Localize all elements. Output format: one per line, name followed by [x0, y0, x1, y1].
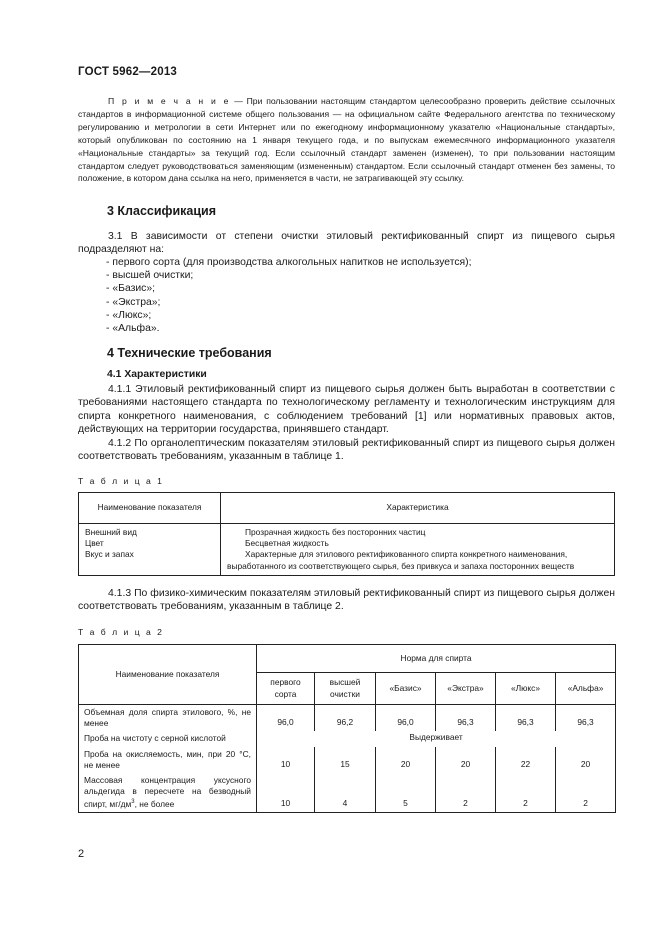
table-2-cell: 20 [436, 747, 496, 773]
table-2 [78, 644, 616, 813]
table-1-values-cell [221, 524, 615, 576]
paragraph-4-1-2-text: 4.1.2 По органолептическим показателям этиловый ректификованный спирт из пищевого сырья должен соответствовать требованиям, указанным в таблице 1. [78, 437, 615, 463]
subsection-4-1-title: 4.1 Характеристики [107, 369, 207, 380]
paragraph-4-1-1-text: 4.1.1 Этиловый ректификованный спирт из пищевого сырья должен быть выработан в соответствии с требованиями настоящего стандарта по технологическому регламенту и технологическим инструкциям для спирта конкретного наименования, с соблюдением требований [1] или нормативных правовых актов, действующих на территории государства, принявшего стандарт. [78, 384, 615, 436]
table-2-col-header: «Люкс» [496, 673, 556, 705]
list-item: - «Экстра»; [106, 296, 161, 308]
table-2-row-name: Объемная доля спирта этилового, %, не менее [79, 705, 257, 732]
table-row [79, 747, 616, 773]
table-1-value: Характерные для этилового ректификованного спирта конкретного наименования, выработанного из соответствующего сырья, без привкуса и запаха посторонних веществ [227, 549, 575, 571]
list-item: - «Базис»; [106, 283, 156, 295]
table-2-header-group: Норма для спирта [257, 645, 616, 673]
row-name-superscript: 3 [131, 799, 135, 806]
list-item: - первого сорта (для производства алкогольных напитков не используется); [106, 257, 472, 268]
row-name-text: Массовая концентрация уксусного альдегида в пересчете на безводный спирт, мг/дм [84, 775, 251, 810]
paragraph-4-1-3 [78, 587, 615, 614]
table-2-cell: 5 [376, 773, 436, 813]
table-2-cell: 96,3 [496, 705, 556, 732]
section-3-title: 3 Классификация [107, 204, 217, 218]
list-item: - «Альфа». [106, 323, 160, 335]
table-2-col-header: высшей очистки [315, 673, 376, 705]
row-name-suffix: , не более [134, 799, 175, 810]
table-2-cell: 96,0 [376, 705, 436, 732]
list-item: - «Люкс»; [106, 309, 152, 321]
table-2-cell: 20 [556, 747, 616, 773]
table-2-caption: Т а б л и ц а 2 [78, 627, 164, 637]
paragraph-4-1-1 [78, 383, 615, 463]
list-item: - высшей очистки; [106, 270, 194, 282]
table-1-name: Вкус и запах [85, 549, 134, 560]
table-1-value: Прозрачная жидкость без посторонних частиц [245, 527, 426, 537]
classification-list [106, 256, 472, 335]
page-header: ГОСТ 5962—2013 [78, 66, 178, 78]
table-2-col-header: «Базис» [376, 673, 436, 705]
table-2-row-name: Проба на окисляемость, мин, при 20 °С, не менее [79, 747, 257, 773]
section-4-title: 4 Технические требования [107, 346, 272, 360]
table-row [79, 705, 616, 732]
table-1-name: Цвет [85, 538, 104, 549]
table-2-cell: 4 [315, 773, 376, 813]
table-1 [78, 492, 615, 576]
table-2-col-header: «Экстра» [436, 673, 496, 705]
table-1-value: Бесцветная жидкость [245, 538, 329, 549]
table-2-cell: 2 [556, 773, 616, 813]
table-2-col-header: первого сорта [257, 673, 315, 705]
table-2-cell: 96,3 [436, 705, 496, 732]
table-row [79, 731, 616, 746]
table-2-cell: 20 [376, 747, 436, 773]
table-2-cell: 22 [496, 747, 556, 773]
table-2-col-header: «Альфа» [556, 673, 616, 705]
table-2-cell: 96,3 [556, 705, 616, 732]
note-label: П р и м е ч а н и е [108, 96, 231, 106]
table-1-name: Внешний вид [85, 527, 137, 537]
table-1-header-name: Наименование показателя [79, 493, 221, 524]
table-1-names-cell [79, 524, 221, 576]
table-1-header-characteristic: Характеристика [221, 493, 615, 524]
table-2-cell: 2 [496, 773, 556, 813]
page-number: 2 [78, 848, 85, 860]
table-2-cell: 10 [257, 773, 315, 813]
table-2-cell: 10 [257, 747, 315, 773]
table-2-cell: 96,0 [257, 705, 315, 732]
note-text: — При пользовании настоящим стандартом целесообразно проверить действие ссылочных стандартов в информационной системе общего пользования — на официальном сайте Федерального агентства по техническому регулированию и метрологии в сети Интернет или по ежегодному информационному указателю «Национальные стандарты», который опубликован по состоянию на 1 января текущего года, и по выпускам ежемесячного информационного указателя «Национальные стандарты» за текущий год. Если ссылочный стандарт заменен (изменен), то при пользовании настоящим стандартом следует руководствоваться заменяющим (измененным) стандартом. Если ссылочный стандарт отменен без замены, то положение, в котором дана ссылка на него, применяется в части, не затрагивающей эту ссылку. [78, 96, 616, 184]
table-2-header-name: Наименование показателя [79, 645, 257, 705]
paragraph-3-1-text: 3.1 В зависимости от степени очистки этиловый ректификованный спирт из пищевого сырья подразделяют на: [78, 231, 615, 256]
paragraph-3-1 [78, 230, 615, 257]
table-2-cell: 2 [436, 773, 496, 813]
table-2-merged-cell: Выдерживает [257, 731, 616, 746]
table-2-cell: 15 [315, 747, 376, 773]
table-2-cell: 96,2 [315, 705, 376, 732]
table-1-caption: Т а б л и ц а 1 [78, 476, 164, 486]
paragraph-4-1-3-text: 4.1.3 По физико-химическим показателям этиловый ректификованный спирт из пищевого сырья должен соответствовать требованиям, указанным в таблице 2. [78, 588, 615, 613]
table-2-row-name [79, 773, 257, 813]
table-2-row-name: Проба на чистоту с серной кислотой [79, 731, 257, 746]
note-block [78, 95, 615, 185]
table-row [79, 773, 616, 813]
